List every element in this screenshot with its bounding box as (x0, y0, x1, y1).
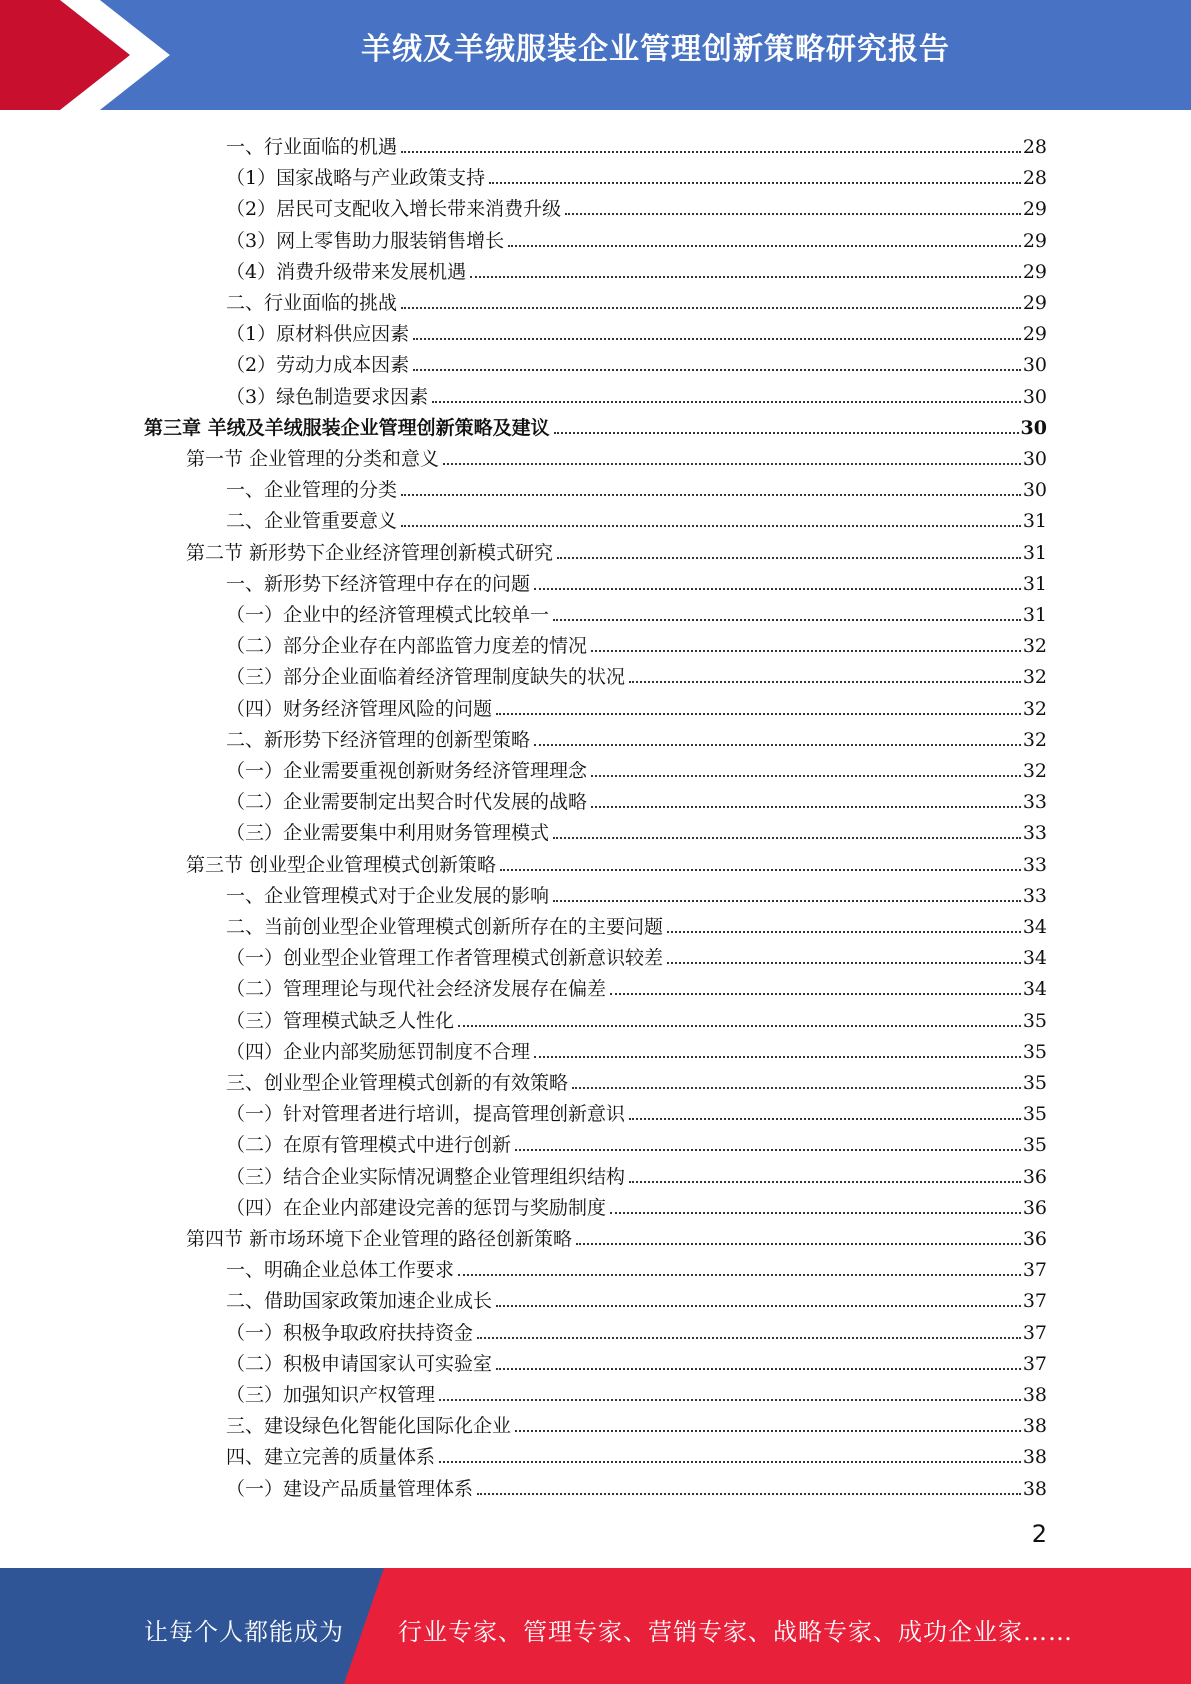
toc-entry-page: 29 (1022, 323, 1047, 346)
toc-entry-label: （三）部分企业面临着经济管理制度缺失的状况 (226, 666, 626, 689)
toc-entry-page: 30 (1020, 416, 1047, 439)
toc-entry-page: 35 (1022, 1103, 1047, 1126)
toc-entry[interactable] (226, 939, 1047, 970)
toc-dot-leader (413, 338, 1021, 340)
toc-entry-label: 二、新形势下经济管理的创新型策略 (226, 728, 531, 751)
toc-entry-label: （一）积极争取政府扶持资金 (226, 1321, 474, 1344)
toc-dot-leader (439, 1461, 1021, 1463)
toc-dot-leader (489, 182, 1021, 184)
toc-entry-label: （二）在原有管理模式中进行创新 (226, 1134, 512, 1157)
toc-entry[interactable] (226, 814, 1047, 845)
toc-entry-page: 31 (1022, 572, 1047, 595)
toc-entry-page: 33 (1022, 853, 1047, 876)
toc-dot-leader (629, 1118, 1021, 1120)
toc-entry-label: 第一节 企业管理的分类和意义 (186, 448, 440, 470)
toc-entry-label: （2）居民可支配收入增长带来消费升级 (226, 198, 562, 221)
toc-dot-leader (591, 806, 1021, 808)
toc-entry[interactable] (186, 440, 1047, 471)
toc-entry-label: 一、企业管理的分类 (226, 479, 398, 502)
toc-entry[interactable] (226, 877, 1047, 908)
toc-dot-leader (610, 993, 1021, 995)
toc-entry-label: （二）部分企业存在内部监管力度差的情况 (226, 635, 588, 658)
toc-entry-label: （1）国家战略与产业政策支持 (226, 167, 486, 190)
toc-dot-leader (572, 1087, 1021, 1089)
toc-entry-page: 35 (1022, 1009, 1047, 1032)
toc-dot-leader (401, 494, 1021, 496)
toc-entry-label: （3）网上零售助力服装销售增长 (226, 229, 505, 252)
toc-entry-label: （四）企业内部奖励惩罚制度不合理 (226, 1040, 531, 1063)
toc-dot-leader (557, 557, 1021, 559)
toc-dot-leader (576, 1243, 1021, 1245)
toc-dot-leader (439, 1399, 1021, 1401)
toc-dot-leader (515, 1149, 1021, 1151)
toc-dot-leader (534, 588, 1021, 590)
toc-entry-page: 31 (1022, 604, 1047, 626)
toc-dot-leader (458, 1274, 1021, 1276)
toc-entry[interactable] (226, 159, 1047, 190)
toc-entry[interactable] (226, 502, 1047, 533)
page-footer (0, 1568, 1191, 1684)
toc-dot-leader (477, 1337, 1021, 1339)
toc-entry-page: 35 (1022, 1040, 1047, 1063)
toc-entry-label: （二）企业需要制定出契合时代发展的战略 (226, 791, 588, 814)
toc-entry-label: （四）在企业内部建设完善的惩罚与奖励制度 (226, 1196, 607, 1219)
toc-entry[interactable] (226, 690, 1047, 721)
toc-entry-page: 29 (1022, 229, 1047, 252)
toc-entry[interactable] (226, 1438, 1047, 1469)
toc-dot-leader (508, 245, 1021, 247)
toc-entry-page: 33 (1022, 884, 1047, 907)
toc-entry[interactable] (226, 1407, 1047, 1438)
toc-entry-label: （二）管理理论与现代社会经济发展存在偏差 (226, 978, 607, 1001)
toc-entry-page: 29 (1022, 292, 1047, 314)
toc-entry[interactable] (226, 1033, 1047, 1064)
toc-entry-label: 三、创业型企业管理模式创新的有效策略 (226, 1072, 569, 1094)
toc-entry-label: （一）创业型企业管理工作者管理模式创新意识较差 (226, 947, 664, 970)
toc-entry-page: 38 (1022, 1446, 1047, 1469)
toc-entry-page: 32 (1022, 635, 1047, 658)
toc-dot-leader (432, 401, 1021, 403)
toc-entry[interactable] (226, 1095, 1047, 1126)
toc-entry[interactable] (226, 378, 1047, 409)
toc-entry-page: 30 (1022, 479, 1047, 502)
toc-entry-label: 第三节 创业型企业管理模式创新策略 (186, 853, 497, 876)
toc-entry-label: （三）管理模式缺乏人性化 (226, 1009, 455, 1032)
toc-entry-label: （一）建设产品质量管理体系 (226, 1477, 474, 1500)
toc-entry-page: 30 (1022, 448, 1047, 470)
toc-entry-label: 一、行业面临的机遇 (226, 136, 398, 158)
toc-entry[interactable] (226, 253, 1047, 284)
toc-entry[interactable] (226, 190, 1047, 221)
report-title: 羊绒及羊绒服装企业管理创新策略研究报告 (361, 32, 950, 67)
toc-dot-leader (496, 1368, 1021, 1370)
toc-entry-label: 四、建立完善的质量体系 (226, 1446, 436, 1469)
toc-entry-page: 32 (1022, 697, 1047, 720)
toc-entry-page: 33 (1022, 791, 1047, 814)
toc-entry-label: 二、当前创业型企业管理模式创新所存在的主要问题 (226, 916, 664, 938)
toc-entry[interactable] (226, 752, 1047, 783)
toc-dot-leader (443, 463, 1021, 465)
toc-dot-leader (534, 744, 1021, 746)
toc-dot-leader (667, 962, 1021, 964)
toc-entry-label: （4）消费升级带来发展机遇 (226, 260, 467, 283)
toc-entry-label: 第三章 羊绒及羊绒服装企业管理创新策略及建议 (144, 416, 550, 439)
toc-dot-leader (401, 151, 1021, 153)
toc-entry[interactable] (226, 1126, 1047, 1157)
toc-entry[interactable] (226, 1064, 1047, 1095)
toc-entry-page: 38 (1022, 1415, 1047, 1438)
toc-entry-label: （三）加强知识产权管理 (226, 1384, 436, 1406)
toc-dot-leader (515, 1430, 1021, 1432)
toc-entry[interactable] (226, 1002, 1047, 1033)
toc-dot-leader (401, 307, 1021, 309)
toc-entry-page: 36 (1022, 1196, 1047, 1219)
toc-entry-label: （四）财务经济管理风险的问题 (226, 697, 493, 720)
toc-entry[interactable] (226, 315, 1047, 346)
toc-entry-page: 31 (1022, 541, 1047, 564)
toc-entry-label: 第二节 新形势下企业经济管理创新模式研究 (186, 541, 554, 564)
toc-entry-label: （三）企业需要集中利用财务管理模式 (226, 822, 550, 845)
toc-entry-page: 37 (1022, 1290, 1047, 1313)
page-number: 2 (1031, 1520, 1047, 1548)
toc-entry[interactable] (226, 1345, 1047, 1376)
toc-entry-label: （一）针对管理者进行培训，提高管理创新意识 (226, 1103, 626, 1126)
toc-dot-leader (565, 213, 1021, 215)
toc-dot-leader (553, 837, 1021, 839)
toc-entry-page: 34 (1022, 978, 1047, 1001)
toc-entry[interactable] (226, 1282, 1047, 1313)
toc-entry-page: 38 (1022, 1384, 1047, 1406)
toc-dot-leader (401, 525, 1021, 527)
toc-entry[interactable] (226, 970, 1047, 1001)
toc-entry[interactable] (226, 1158, 1047, 1189)
toc-entry-page: 37 (1022, 1321, 1047, 1344)
toc-entry-label: （1）原材料供应因素 (226, 323, 410, 346)
toc-entry-page: 32 (1022, 666, 1047, 689)
toc-entry-label: 二、行业面临的挑战 (226, 292, 398, 314)
toc-dot-leader (591, 650, 1021, 652)
toc-entry[interactable] (226, 1314, 1047, 1345)
toc-entry-page: 36 (1022, 1228, 1047, 1250)
toc-entry-page: 34 (1022, 947, 1047, 970)
toc-entry-page: 32 (1022, 728, 1047, 751)
toc-entry-label: 二、企业管重要意义 (226, 510, 398, 533)
toc-entry[interactable] (144, 409, 1047, 440)
toc-entry-label: 第四节 新市场环境下企业管理的路径创新策略 (186, 1228, 573, 1250)
toc-entry-page: 29 (1022, 260, 1047, 283)
toc-entry[interactable] (226, 1251, 1047, 1282)
toc-entry[interactable] (226, 1470, 1047, 1501)
toc-entry-page: 38 (1022, 1477, 1047, 1500)
toc-entry-page: 37 (1022, 1259, 1047, 1282)
toc-entry-label: 一、企业管理模式对于企业发展的影响 (226, 884, 550, 907)
toc-entry-page: 34 (1022, 916, 1047, 938)
toc-entry-label: （2）劳动力成本因素 (226, 354, 410, 377)
toc-dot-leader (554, 432, 1019, 434)
toc-entry-label: （3）绿色制造要求因素 (226, 385, 429, 408)
toc-entry-page: 31 (1022, 510, 1047, 533)
toc-entry[interactable] (226, 721, 1047, 752)
toc-entry-page: 30 (1022, 385, 1047, 408)
toc-entry-page: 28 (1022, 136, 1047, 158)
toc-dot-leader (534, 1056, 1021, 1058)
toc-entry[interactable] (226, 346, 1047, 377)
toc-dot-leader (591, 775, 1021, 777)
footer-slogan-right: 行业专家、管理专家、营销专家、战略专家、成功企业家…… (398, 1618, 1073, 1646)
toc-entry-page: 32 (1022, 760, 1047, 782)
footer-slogan-left: 让每个人都能成为 (144, 1618, 344, 1646)
toc-dot-leader (477, 1493, 1021, 1495)
toc-entry-label: 三、建设绿色化智能化国际化企业 (226, 1415, 512, 1438)
toc-entry-label: 一、明确企业总体工作要求 (226, 1259, 455, 1282)
toc-entry-page: 33 (1022, 822, 1047, 845)
toc-entry-label: （一）企业中的经济管理模式比较单一 (226, 604, 550, 626)
toc-entry[interactable] (226, 908, 1047, 939)
toc-dot-leader (553, 619, 1021, 621)
toc-dot-leader (496, 713, 1021, 715)
toc-entry-page: 35 (1022, 1072, 1047, 1094)
toc-entry[interactable] (226, 658, 1047, 689)
toc-entry-page: 37 (1022, 1352, 1047, 1375)
toc-dot-leader (553, 900, 1021, 902)
toc-entry[interactable] (226, 471, 1047, 502)
toc-dot-leader (629, 1181, 1021, 1183)
toc-entry-page: 30 (1022, 354, 1047, 377)
toc-entry-label: 二、借助国家政策加速企业成长 (226, 1290, 493, 1313)
toc-dot-leader (667, 931, 1021, 933)
toc-entry-label: （二）积极申请国家认可实验室 (226, 1352, 493, 1375)
toc-entry[interactable] (226, 128, 1047, 159)
toc-entry[interactable] (186, 846, 1047, 877)
toc-entry-page: 29 (1022, 198, 1047, 221)
toc-entry-label: （三）结合企业实际情况调整企业管理组织结构 (226, 1165, 626, 1188)
toc-dot-leader (610, 1212, 1021, 1214)
toc-entry[interactable] (226, 627, 1047, 658)
toc-entry-page: 36 (1022, 1165, 1047, 1188)
toc-dot-leader (496, 1305, 1021, 1307)
toc-dot-leader (413, 369, 1021, 371)
toc-entry[interactable] (226, 565, 1047, 596)
toc-entry[interactable] (226, 222, 1047, 253)
toc-entry-label: 一、新形势下经济管理中存在的问题 (226, 572, 531, 595)
toc-dot-leader (500, 869, 1021, 871)
toc-entry[interactable] (226, 284, 1047, 315)
toc-dot-leader (470, 276, 1021, 278)
toc-entry[interactable] (226, 1376, 1047, 1407)
toc-dot-leader (458, 1025, 1021, 1027)
toc-entry-label: （一）企业需要重视创新财务经济管理理念 (226, 760, 588, 782)
toc-entry[interactable] (186, 1220, 1047, 1251)
toc-entry[interactable] (186, 534, 1047, 565)
toc-dot-leader (629, 681, 1021, 683)
toc-entry[interactable] (226, 596, 1047, 627)
page-header (0, 0, 1191, 110)
toc-entry-page: 35 (1022, 1134, 1047, 1157)
toc-entry[interactable] (226, 783, 1047, 814)
toc-entry-page: 28 (1022, 167, 1047, 190)
toc-entry[interactable] (226, 1189, 1047, 1220)
